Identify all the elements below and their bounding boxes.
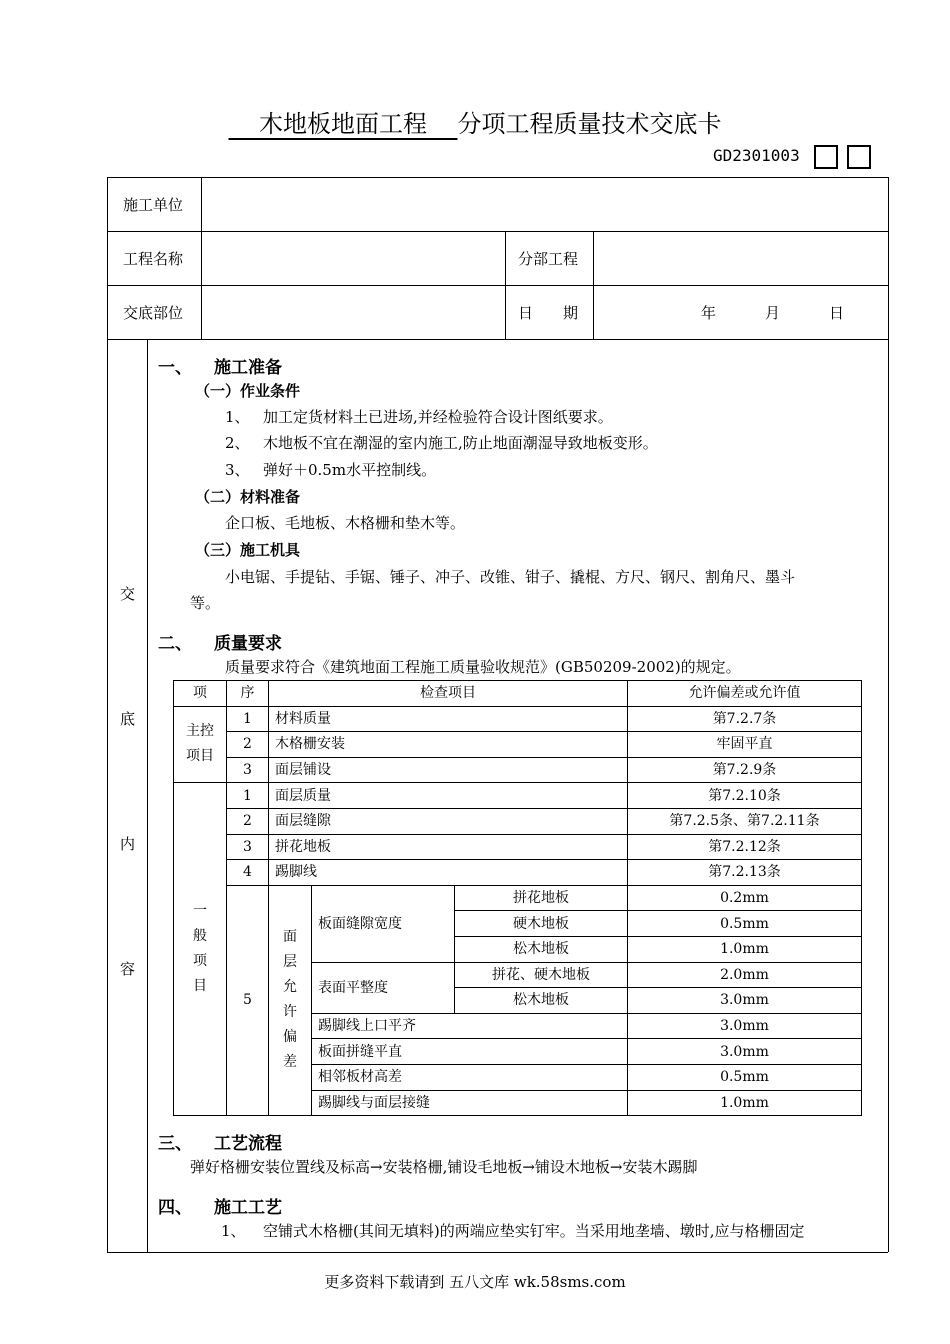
value-cell: 0.5mm bbox=[628, 911, 862, 937]
seq-cell: 2 bbox=[227, 732, 269, 758]
section-2-num: 二、 bbox=[158, 634, 192, 654]
frame-col bbox=[593, 231, 594, 339]
side-label-char: 底 bbox=[120, 710, 136, 728]
table-row bbox=[174, 860, 862, 886]
section-4-num: 四、 bbox=[158, 1198, 192, 1218]
date-month: 月 bbox=[765, 304, 781, 322]
date-day: 日 bbox=[829, 304, 845, 322]
value-cell: 1.0mm bbox=[628, 936, 862, 962]
seq-cell: 4 bbox=[227, 860, 269, 886]
check-cell: 踢脚线与面层接缝 bbox=[312, 1090, 628, 1116]
frame-col bbox=[147, 339, 148, 1252]
item-num: 1、 bbox=[221, 1222, 246, 1240]
general-group-label: 一般项目 bbox=[174, 783, 227, 1116]
date-year: 年 bbox=[701, 304, 717, 322]
table-row bbox=[174, 808, 862, 834]
quality-table bbox=[173, 680, 862, 1116]
checkbox-1[interactable] bbox=[814, 145, 838, 169]
table-row bbox=[174, 885, 862, 911]
check-cell: 板面拼缝平直 bbox=[312, 1039, 628, 1065]
header-seq: 序 bbox=[227, 681, 269, 707]
side-label-char: 交 bbox=[120, 585, 136, 603]
check-cell: 面层质量 bbox=[269, 783, 628, 809]
frame-bottom bbox=[107, 1252, 888, 1253]
check-cell: 面层缝隙 bbox=[269, 808, 628, 834]
frame-col bbox=[201, 177, 202, 339]
table-header-row bbox=[174, 681, 862, 707]
header-allow: 允许偏差或允许值 bbox=[628, 681, 862, 707]
document-code: GD2301003 bbox=[713, 146, 800, 165]
construction-unit-label: 施工单位 bbox=[123, 196, 184, 214]
frame-line bbox=[107, 339, 888, 340]
seq-cell: 3 bbox=[227, 757, 269, 783]
seq-cell: 1 bbox=[227, 706, 269, 732]
header-check: 检查项目 bbox=[269, 681, 628, 707]
frame-left bbox=[107, 177, 108, 1252]
date-label: 日 期 bbox=[518, 304, 579, 322]
allow-cell: 第7.2.9条 bbox=[628, 757, 862, 783]
type-cell: 硬木地板 bbox=[455, 911, 628, 937]
sub-project-label: 分部工程 bbox=[518, 250, 579, 268]
type-cell: 松木地板 bbox=[455, 936, 628, 962]
section-1-num: 一、 bbox=[158, 358, 192, 378]
section-1c-text: 小电锯、手提钻、手锯、锤子、冲子、改锥、钳子、撬棍、方尺、钢尺、割角尺、墨斗 bbox=[225, 568, 796, 586]
item-text: 木地板不宜在潮湿的室内施工,防止地面潮湿导致地板变形。 bbox=[263, 434, 658, 452]
check-cell: 材料质量 bbox=[269, 706, 628, 732]
header-item: 项 bbox=[174, 681, 227, 707]
frame-top bbox=[107, 177, 888, 178]
gap-width-label: 板面缝隙宽度 bbox=[312, 885, 455, 962]
project-label: 工程名称 bbox=[123, 250, 184, 268]
seq-cell: 2 bbox=[227, 808, 269, 834]
main-group-label: 主控项目 bbox=[174, 706, 227, 783]
side-label-char: 内 bbox=[120, 835, 136, 853]
item-num: 2、 bbox=[225, 434, 250, 452]
section-1b-title: （二）材料准备 bbox=[195, 488, 301, 506]
table-row bbox=[174, 783, 862, 809]
allow-cell: 第7.2.12条 bbox=[628, 834, 862, 860]
item-num: 3、 bbox=[225, 461, 250, 479]
type-cell: 拼花地板 bbox=[455, 885, 628, 911]
frame-line bbox=[107, 285, 888, 286]
frame-right bbox=[888, 177, 889, 1252]
item-text: 空铺式木格栅(其间无填料)的两端应垫实钉牢。当采用地垄墙、墩时,应与格栅固定 bbox=[263, 1222, 805, 1240]
allow-cell: 牢固平直 bbox=[628, 732, 862, 758]
checkbox-2[interactable] bbox=[847, 145, 871, 169]
section-1b-text: 企口板、毛地板、木格栅和垫木等。 bbox=[225, 514, 466, 532]
section-1-title: 施工准备 bbox=[214, 358, 282, 378]
flatness-label: 表面平整度 bbox=[312, 962, 455, 1013]
allow-cell: 第7.2.13条 bbox=[628, 860, 862, 886]
frame-col bbox=[505, 231, 506, 339]
item-text: 弹好＋0.5m水平控制线。 bbox=[263, 461, 437, 479]
check-cell: 踢脚线 bbox=[269, 860, 628, 886]
check-cell: 面层铺设 bbox=[269, 757, 628, 783]
allow-cell: 第7.2.10条 bbox=[628, 783, 862, 809]
section-2-text: 质量要求符合《建筑地面工程施工质量验收规范》(GB50209-2002)的规定。 bbox=[225, 658, 741, 676]
section-3-title: 工艺流程 bbox=[214, 1134, 282, 1154]
value-cell: 3.0mm bbox=[628, 1039, 862, 1065]
seq-cell: 1 bbox=[227, 783, 269, 809]
type-cell: 拼花、硬木地板 bbox=[455, 962, 628, 988]
section-4-title: 施工工艺 bbox=[214, 1198, 282, 1218]
value-cell: 3.0mm bbox=[628, 988, 862, 1014]
value-cell: 1.0mm bbox=[628, 1090, 862, 1116]
seq-cell: 5 bbox=[227, 885, 269, 1115]
check-cell: 踢脚线上口平齐 bbox=[312, 1013, 628, 1039]
table-row bbox=[174, 834, 862, 860]
frame-line bbox=[107, 231, 888, 232]
section-3-text: 弹好格栅安装位置线及标高→安装格栅,铺设毛地板→铺设木地板→安装木踢脚 bbox=[190, 1158, 698, 1176]
table-row bbox=[174, 757, 862, 783]
table-row bbox=[174, 732, 862, 758]
value-cell: 0.5mm bbox=[628, 1064, 862, 1090]
value-cell: 0.2mm bbox=[628, 885, 862, 911]
section-1a-title: （一）作业条件 bbox=[195, 382, 301, 400]
item-text: 加工定货材料土已进场,并经检验符合设计图纸要求。 bbox=[263, 408, 613, 426]
check-cell: 相邻板材高差 bbox=[312, 1064, 628, 1090]
value-cell: 3.0mm bbox=[628, 1013, 862, 1039]
type-cell: 松木地板 bbox=[455, 988, 628, 1014]
value-cell: 2.0mm bbox=[628, 962, 862, 988]
side-label-char: 容 bbox=[120, 960, 136, 978]
section-1c-text-cont: 等。 bbox=[190, 594, 221, 612]
allow-cell: 第7.2.5条、第7.2.11条 bbox=[628, 808, 862, 834]
table-row bbox=[174, 706, 862, 732]
item-num: 1、 bbox=[225, 408, 250, 426]
allow-cell: 第7.2.7条 bbox=[628, 706, 862, 732]
deviation-label: 面层允许偏差 bbox=[269, 885, 312, 1115]
section-3-num: 三、 bbox=[158, 1134, 192, 1154]
section-1c-title: （三）施工机具 bbox=[195, 541, 301, 559]
check-cell: 木格栅安装 bbox=[269, 732, 628, 758]
page-title: 木地板地面工程 分项工程质量技术交底卡 bbox=[259, 110, 722, 138]
section-2-title: 质量要求 bbox=[214, 634, 282, 654]
footer-text: 更多资料下载请到 五八文库 wk.58sms.com bbox=[324, 1273, 626, 1291]
part-label: 交底部位 bbox=[123, 304, 184, 322]
check-cell: 拼花地板 bbox=[269, 834, 628, 860]
seq-cell: 3 bbox=[227, 834, 269, 860]
